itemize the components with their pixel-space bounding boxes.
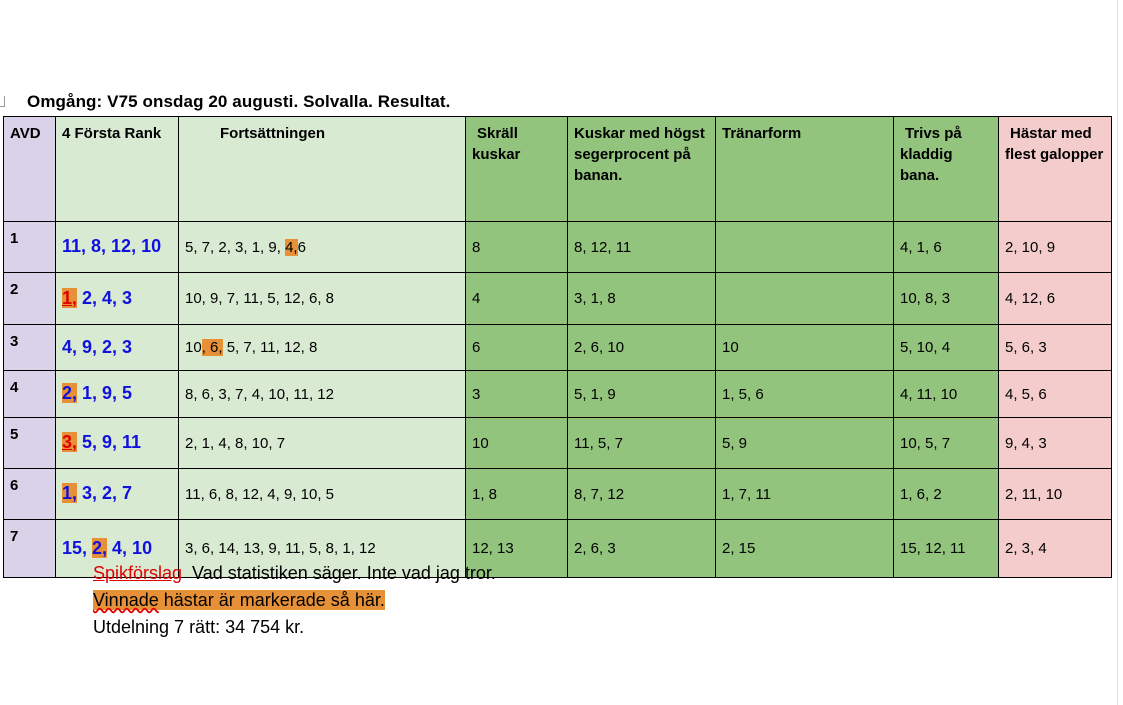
galopper-cell: [999, 325, 1112, 371]
paragraph-corner-mark: [0, 96, 5, 107]
tranar-value: 1, 7, 11: [722, 485, 771, 503]
rank-numbers: [62, 236, 161, 256]
header-fortsattningen: Fortsättningen: [179, 117, 466, 222]
skrall-value: 4: [472, 290, 481, 307]
winner-highlight: 2,: [92, 537, 108, 558]
kuskar-value: 3, 1, 8: [574, 290, 616, 307]
table-row: [4, 273, 1112, 325]
fortsattning-cell: [179, 222, 466, 273]
skrall-value: 10: [472, 434, 489, 452]
rank-numbers: [62, 383, 132, 403]
avd-cell: [4, 371, 56, 418]
tranar-value: 5, 9: [722, 434, 748, 452]
fortsattning-cell: [179, 371, 466, 418]
winner-highlight: 3,: [62, 432, 78, 452]
cont-pre: 5, 7, 2, 3, 1, 9,: [185, 238, 286, 256]
trivs-value: 15, 12, 11: [900, 540, 966, 557]
galopper-cell: [999, 222, 1112, 273]
fortsattning-cell: [179, 469, 466, 520]
skrall-cell: [466, 469, 568, 520]
galopper-value: 9, 4, 3: [1005, 434, 1047, 452]
galopper-value: 4, 12, 6: [1005, 290, 1056, 307]
skrall-cell: [466, 325, 568, 371]
fortsattning-cell: [179, 418, 466, 469]
rank-post: 4, 9, 2, 3: [62, 336, 133, 357]
avd-number: 2: [10, 281, 19, 298]
tranar-cell: [716, 222, 894, 273]
galopper-value: 4, 5, 6: [1005, 385, 1047, 403]
header-kuskar: Kuskar med högst segerprocent på banan.: [568, 117, 716, 222]
kuskar-cell: [568, 371, 716, 418]
trivs-value: 5, 10, 4: [900, 339, 951, 356]
cont-pre: 3, 6, 14, 13, 9, 11, 5, 8, 1, 12: [185, 540, 376, 557]
avd-cell: [4, 418, 56, 469]
winner-legend: [93, 590, 385, 610]
tranar-value: 1, 5, 6: [722, 385, 764, 403]
results-table: [3, 116, 1112, 578]
avd-cell: [4, 222, 56, 273]
skrall-value: 6: [472, 339, 481, 356]
avd-number: 4: [10, 379, 19, 396]
trivs-value: 4, 1, 6: [900, 238, 942, 256]
galopper-value: 2, 3, 4: [1005, 540, 1047, 557]
avd-number: 6: [10, 477, 19, 494]
galopper-cell: [999, 273, 1112, 325]
spik-label: Spikförslag: [93, 563, 183, 583]
rank-post: 1, 9, 5: [77, 383, 133, 403]
trivs-cell: [894, 469, 999, 520]
table-row: [4, 418, 1112, 469]
table-row: [4, 371, 1112, 418]
avd-number: 7: [10, 528, 19, 545]
tranar-cell: [716, 273, 894, 325]
tranar-cell: [716, 520, 894, 578]
winner-highlight: , 6,: [201, 339, 223, 356]
header-rank: 4 Första Rank: [56, 117, 179, 222]
rank-numbers: [62, 337, 132, 357]
galopper-cell: [999, 469, 1112, 520]
galopper-value: 5, 6, 3: [1005, 339, 1047, 356]
utdelning-line: Utdelning 7 rätt: 34 754 kr.: [93, 617, 305, 637]
cont-pre: 10: [185, 339, 202, 356]
table-row: [4, 469, 1112, 520]
tranar-value: 10: [722, 339, 739, 356]
kuskar-cell: [568, 325, 716, 371]
rank-post: 3, 2, 7: [77, 483, 133, 503]
rank-post: 2, 4, 3: [77, 287, 133, 308]
winner-legend-first-word: Vinnade: [93, 590, 159, 610]
skrall-cell: [466, 222, 568, 273]
rank-cell: [56, 222, 179, 273]
rank-cell: [56, 325, 179, 371]
trivs-cell: [894, 325, 999, 371]
trivs-cell: [894, 371, 999, 418]
header-trivs: Trivs på kladdig bana.: [894, 117, 999, 222]
spik-text: Vad statistiken säger. Inte vad jag tror.: [182, 563, 496, 583]
trivs-cell: [894, 222, 999, 273]
table-row: [4, 222, 1112, 273]
rank-post: 11, 8, 12, 10: [62, 236, 162, 256]
tranar-cell: [716, 418, 894, 469]
header-avd: AVD: [4, 117, 56, 222]
rank-cell: [56, 273, 179, 325]
tranar-cell: [716, 325, 894, 371]
cont-post: 5, 7, 11, 12, 8: [222, 339, 318, 356]
table-row: [4, 325, 1112, 371]
avd-cell: [4, 325, 56, 371]
galopper-cell: [999, 520, 1112, 578]
rank-cell: [56, 371, 179, 418]
header-tranarform: Tränarform: [716, 117, 894, 222]
winner-highlight: 4,: [285, 238, 298, 256]
page-edge-rule: [1117, 0, 1118, 705]
kuskar-value: 5, 1, 9: [574, 385, 616, 403]
trivs-cell: [894, 418, 999, 469]
galopper-value: 2, 11, 10: [1005, 485, 1063, 503]
spik-line: [93, 560, 496, 587]
avd-cell: [4, 520, 56, 578]
skrall-value: 8: [472, 238, 481, 256]
skrall-value: 12, 13: [472, 540, 514, 557]
winner-legend-line: [93, 587, 496, 614]
kuskar-cell: [568, 520, 716, 578]
trivs-value: 4, 11, 10: [900, 385, 958, 403]
winner-highlight: 1,: [62, 287, 78, 308]
fortsattning-cell: [179, 325, 466, 371]
rank-numbers: [62, 538, 152, 558]
avd-number: 1: [10, 230, 19, 247]
trivs-value: 10, 8, 3: [900, 290, 951, 307]
winner-highlight: 2,: [62, 383, 78, 403]
galopper-cell: [999, 371, 1112, 418]
table-header-row: [4, 117, 1112, 222]
fortsattning-cell: [179, 273, 466, 325]
kuskar-value: 8, 12, 11: [574, 238, 632, 256]
skrall-cell: [466, 418, 568, 469]
trivs-value: 1, 6, 2: [900, 485, 942, 503]
kuskar-value: 2, 6, 10: [574, 339, 625, 356]
trivs-cell: [894, 520, 999, 578]
avd-number: 3: [10, 333, 19, 350]
winner-legend-rest: hästar är markerade så här.: [158, 590, 385, 610]
trivs-cell: [894, 273, 999, 325]
cont-pre: 8, 6, 3, 7, 4, 10, 11, 12: [185, 385, 334, 403]
trivs-value: 10, 5, 7: [900, 434, 951, 452]
rank-pre: 15,: [62, 537, 93, 558]
winner-highlight: 1,: [62, 483, 78, 503]
galopper-cell: [999, 418, 1112, 469]
header-galopper: Hästar med flest galopper: [999, 117, 1112, 222]
kuskar-cell: [568, 469, 716, 520]
rank-post: 5, 9, 11: [77, 432, 142, 452]
skrall-value: 3: [472, 385, 481, 403]
skrall-value: 1, 8: [472, 485, 498, 503]
tranar-value: 2, 15: [722, 540, 756, 557]
cont-pre: 10, 9, 7, 11, 5, 12, 6, 8: [185, 290, 334, 307]
rank-cell: [56, 469, 179, 520]
kuskar-cell: [568, 222, 716, 273]
avd-number: 5: [10, 426, 19, 443]
tranar-cell: [716, 371, 894, 418]
kuskar-value: 11, 5, 7: [574, 434, 623, 452]
cont-post: 6: [297, 238, 306, 256]
avd-cell: [4, 469, 56, 520]
avd-cell: [4, 273, 56, 325]
skrall-cell: [466, 273, 568, 325]
kuskar-cell: [568, 273, 716, 325]
rank-numbers: [62, 483, 132, 503]
rank-cell: [56, 418, 179, 469]
galopper-value: 2, 10, 9: [1005, 238, 1056, 256]
rank-numbers: [62, 432, 141, 452]
cont-pre: 2, 1, 4, 8, 10, 7: [185, 434, 286, 452]
cont-pre: 11, 6, 8, 12, 4, 9, 10, 5: [185, 485, 334, 503]
rank-numbers: [62, 288, 132, 308]
kuskar-value: 8, 7, 12: [574, 485, 625, 503]
footer-notes: [93, 560, 496, 641]
rank-post: 4, 10: [107, 537, 153, 558]
tranar-cell: [716, 469, 894, 520]
skrall-cell: [466, 371, 568, 418]
header-skrall: Skräll kuskar: [466, 117, 568, 222]
kuskar-cell: [568, 418, 716, 469]
page-title: Omgång: V75 onsdag 20 augusti. Solvalla. Resultat.: [27, 92, 451, 111]
kuskar-value: 2, 6, 3: [574, 540, 616, 557]
